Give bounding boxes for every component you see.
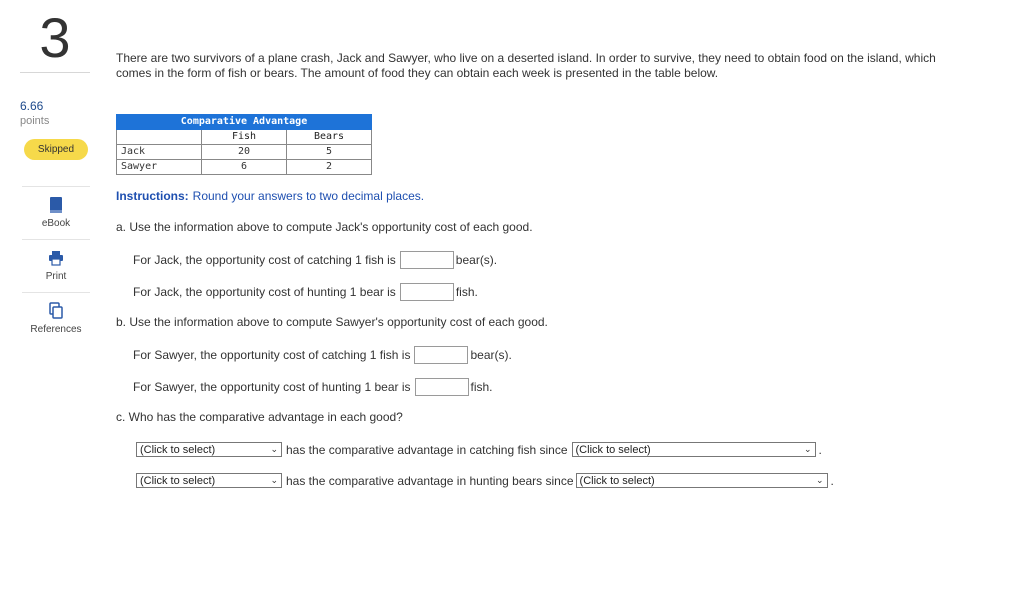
question-text: For Sawyer, the opportunity cost of hunting 1 bear is <box>133 380 411 394</box>
print-button[interactable] <box>22 239 90 292</box>
question-text: For Sawyer, the opportunity cost of catching 1 fish is <box>133 348 411 362</box>
chevron-down-icon: ⌄ <box>270 475 278 485</box>
ebook-button[interactable] <box>22 186 90 239</box>
table-row <box>117 145 372 160</box>
instructions-text: Round your answers to two decimal places. <box>192 189 425 203</box>
select-value: (Click to select) <box>140 443 216 456</box>
jack-bear-cost-input[interactable] <box>400 283 454 301</box>
select-value: (Click to select) <box>579 474 655 487</box>
sentence-end: . <box>830 473 834 488</box>
bear-advantage-reason-select[interactable] <box>576 473 828 488</box>
fish-advantage-person-select[interactable] <box>136 442 282 457</box>
copy-icon <box>48 301 64 321</box>
book-icon <box>49 195 63 215</box>
part-c-prompt: c. Who has the comparative advantage in each good? <box>116 410 403 424</box>
unit-label: bear(s). <box>470 348 512 362</box>
tool-label: Print <box>45 271 67 282</box>
part-c-row-bears <box>136 473 834 488</box>
sentence-text: has the comparative advantage in catching fish since <box>286 442 568 457</box>
jack-fish-cost-input[interactable] <box>400 251 454 269</box>
select-value: (Click to select) <box>575 443 651 456</box>
points-value: 6.66 <box>20 99 44 113</box>
table-title: Comparative Advantage <box>117 115 372 130</box>
sentence-end: . <box>818 442 822 457</box>
select-value: (Click to select) <box>140 474 216 487</box>
part-a-prompt: a. Use the information above to compute Jack's opportunity cost of each good. <box>116 220 533 234</box>
cell-value: 2 <box>287 160 372 175</box>
cell-value: 6 <box>202 160 287 175</box>
row-name: Sawyer <box>117 160 202 175</box>
part-b-question-2 <box>133 378 493 396</box>
part-b-question-1 <box>133 346 512 364</box>
question-text: For Jack, the opportunity cost of hunting 1 bear is <box>133 285 396 299</box>
part-b-prompt: b. Use the information above to compute Sawyer's opportunity cost of each good. <box>116 315 548 329</box>
unit-label: fish. <box>455 285 478 299</box>
status-badge: Skipped <box>24 139 88 160</box>
cell-value: 20 <box>202 145 287 160</box>
chevron-down-icon: ⌄ <box>803 444 812 454</box>
question-sidebar <box>0 0 100 613</box>
sawyer-fish-cost-input[interactable] <box>414 346 468 364</box>
printer-icon <box>48 248 64 268</box>
references-button[interactable] <box>22 292 90 345</box>
comparative-advantage-table <box>116 114 372 175</box>
instructions-label: Instructions: <box>116 189 189 203</box>
chevron-down-icon: ⌄ <box>270 444 278 454</box>
fish-advantage-reason-select[interactable] <box>572 442 816 457</box>
unit-label: bear(s). <box>455 253 498 267</box>
sentence-text: has the comparative advantage in hunting bears since <box>286 473 574 488</box>
cell-value: 5 <box>287 145 372 160</box>
part-a-question-1 <box>133 251 497 269</box>
tool-label: References <box>30 324 82 335</box>
table-row <box>117 160 372 175</box>
question-number: 3 <box>20 2 90 73</box>
column-header-bears: Bears <box>287 130 372 145</box>
instructions <box>116 189 424 203</box>
part-c-row-fish <box>136 442 822 457</box>
part-a-question-2 <box>133 283 478 301</box>
question-text: For Jack, the opportunity cost of catching 1 fish is <box>133 253 396 267</box>
column-header-fish: Fish <box>202 130 287 145</box>
bear-advantage-person-select[interactable] <box>136 473 282 488</box>
row-name: Jack <box>117 145 202 160</box>
unit-label: fish. <box>470 380 493 394</box>
sawyer-bear-cost-input[interactable] <box>415 378 469 396</box>
tool-label: eBook <box>41 218 71 229</box>
table-corner <box>117 130 202 145</box>
question-intro: There are two survivors of a plane crash, Jack and Sawyer, who live on a deserted island. In order to survive, they need to obtain food on the island, which comes in the form of fish or bears. The amount of food they can obtain each week is presented in the table below. <box>116 51 936 80</box>
chevron-down-icon: ⌄ <box>815 475 824 485</box>
points-label: points <box>20 115 50 127</box>
